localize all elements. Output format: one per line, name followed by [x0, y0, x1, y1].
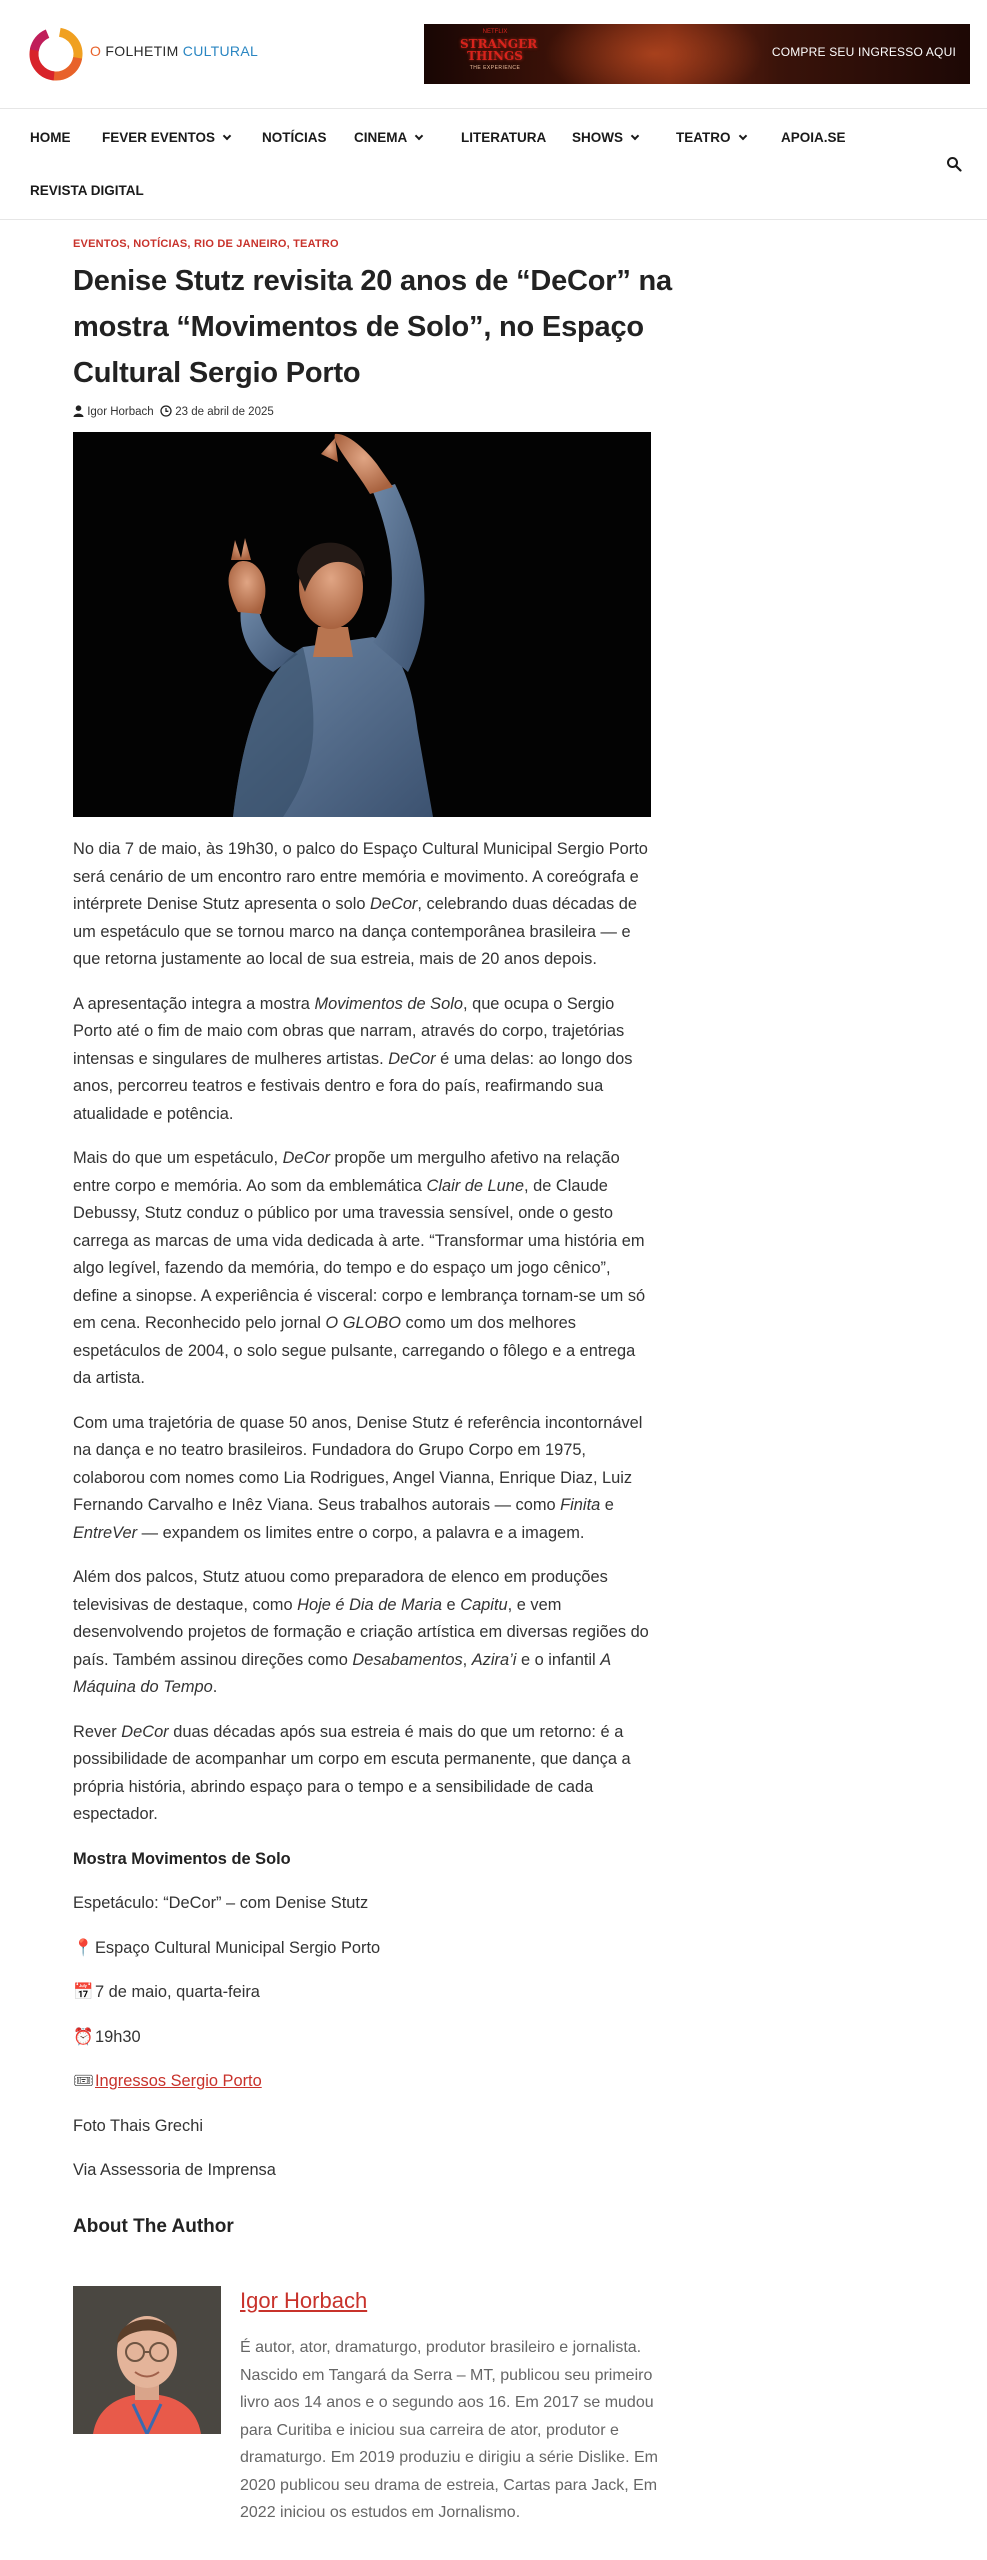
- nav-literatura[interactable]: LITERATURA: [461, 130, 547, 145]
- chevron-down-icon: [223, 132, 231, 140]
- author-name-link[interactable]: Igor Horbach: [240, 2288, 368, 2313]
- logo-cultural: CULTURAL: [182, 43, 259, 59]
- banner-title-line2: THINGS: [467, 49, 523, 63]
- search-icon[interactable]: [946, 156, 962, 172]
- nav-teatro[interactable]: [676, 130, 746, 145]
- info-time: ⏰19h30: [73, 2024, 653, 2052]
- paragraph-4: Com uma trajetória de quase 50 anos, Denise Stutz é referência incontornável na dança e no teatro brasileiros. Fundadora do Grupo Corpo em 1975, colaborou com nomes como Lia Rodrigues, Angel Vianna, Enrique Diaz, Luiz Fernando Carvalho e Inêz Viana. Seus trabalhos autorais — como Finita e EntreVer — expandem os limites entre o corpo, a palavra e a imagem.: [73, 1413, 643, 1542]
- article-title: Denise Stutz revisita 20 anos de “DeCor” na mostra “Movimentos de Solo”, no Espaço Cultural Sergio Porto: [73, 265, 672, 389]
- nav-apoiase[interactable]: APOIA.SE: [781, 130, 846, 145]
- nav-shows-label: SHOWS: [572, 130, 624, 145]
- nav-fever-eventos-label: FEVER EVENTOS: [102, 130, 216, 145]
- author-avatar[interactable]: [73, 2286, 221, 2434]
- main-nav: [0, 108, 987, 220]
- ticket-link[interactable]: Ingressos Sergio Porto: [95, 2072, 262, 2090]
- nav-shows[interactable]: [572, 130, 638, 145]
- info-date: 📅7 de maio, quarta-feira: [73, 1979, 653, 2007]
- nav-revista-digital[interactable]: REVISTA DIGITAL: [30, 183, 144, 198]
- photo-credit: Foto Thais Grechi: [73, 2116, 203, 2135]
- banner-brand: NETFLIX: [482, 29, 508, 35]
- logo-o: O: [90, 43, 102, 59]
- calendar-icon: 📅: [73, 1983, 94, 2001]
- chevron-down-icon: [415, 132, 423, 140]
- author-avatar-image: [73, 2286, 221, 2434]
- chevron-down-icon: [631, 132, 639, 140]
- alarm-clock-icon: ⏰: [73, 2027, 94, 2046]
- user-icon: [73, 405, 84, 417]
- dancer-photo: [73, 432, 651, 817]
- paragraph-3: Mais do que um espetáculo, DeCor propõe um mergulho afetivo na relação entre corpo e memória. Ao som da emblemática Clair de Lune, de Claude Debussy, Stutz conduz o público por uma travessia sensível, onde o gesto carrega as marcas de uma vida dedicada à arte. “Transformar uma história em algo legível, fazendo da memória, do tempo e do espaço um jogo cênico”, define a sinopse. A experiência é visceral: corpo e lembrança tornam-se um só em cena. Reconhecido pelo jornal O GLOBO como um dos melhores espetáculos de 2004, o solo segue pulsante, carregando o fôlego e a entrega da artista.: [73, 1149, 646, 1387]
- site-header: [0, 0, 987, 108]
- banner-glow: [544, 24, 764, 84]
- paragraph-2: A apresentação integra a mostra Movimentos de Solo, que ocupa o Sergio Porto até o fim de maio com obras que narram, através do corpo, trajetórias intensas e singulares de mulheres artistas. DeCor é uma delas: ao longo dos anos, percorreu teatros e festivais dentro e fora do país, reafirmando sua atualidade e potência.: [73, 994, 633, 1123]
- author-bio: É autor, ator, dramaturgo, produtor brasileiro e jornalista. Nascido em Tangará da Serra – MT, publicou seu primeiro livro aos 14 anos e o segundo aos 16. Em 2017 se mudou para Curitiba e iniciou sua carreira de ator, produtor e dramaturgo. Em 2019 produziu e dirigiu a série Dislike. Em 2020 publicou seu drama de estreia, Cartas para Jack, Em 2022 iniciou os estudos em Jornalismo.: [240, 2339, 658, 2521]
- article-body: [73, 836, 653, 2202]
- ticket-icon: 🎟: [73, 2072, 94, 2090]
- info-place: 📍Espaço Cultural Municipal Sergio Porto: [73, 1935, 653, 1963]
- paragraph-6: Rever DeCor duas décadas após sua estreia é mais do que um retorno: é a possibilidade de acompanhar um corpo em escuta permanente, que dança a própria história, abrindo espaço para o tempo e a sensibilidade de cada espectador.: [73, 1722, 631, 1823]
- banner-subtitle: THE EXPERIENCE: [469, 65, 521, 71]
- site-logo-icon[interactable]: [26, 24, 86, 84]
- article-author[interactable]: Igor Horbach: [87, 406, 154, 418]
- info-show: Espetáculo: “DeCor” – com Denise Stutz: [73, 1894, 369, 1912]
- info-title: Mostra Movimentos de Solo: [73, 1849, 291, 1868]
- pin-icon: 📍: [73, 1938, 94, 1957]
- paragraph-5: Além dos palcos, Stutz atuou como preparadora de elenco em produções televisivas de destaque, como Hoje é Dia de Maria e Capitu, e vem desenvolvendo projetos de formação e criação artística em diversas regiões do país. Também assinou direções como Desabamentos, Azira’i e o infantil A Máquina do Tempo.: [73, 1568, 649, 1696]
- nav-home[interactable]: HOME: [30, 130, 71, 145]
- nav-cinema[interactable]: [354, 130, 422, 145]
- paragraph-1: No dia 7 de maio, às 19h30, o palco do Espaço Cultural Municipal Sergio Porto será cenário de um encontro raro entre memória e movimento. A coreógrafa e intérprete Denise Stutz apresenta o solo DeCor, celebrando duas décadas de um espetáculo que se tornou marco na dança contemporânea brasileira — e que retorna justamente ao local de sua estreia, mais de 20 anos depois.: [73, 840, 648, 968]
- press-credit: Via Assessoria de Imprensa: [73, 2161, 276, 2179]
- article-categories[interactable]: EVENTOS, NOTÍCIAS, RIO DE JANEIRO, TEATRO: [73, 238, 339, 250]
- nav-teatro-label: TEATRO: [676, 130, 731, 145]
- banner-title-line1: STRANGER: [460, 37, 538, 51]
- article-hero-image: [73, 432, 651, 817]
- info-ticket: [73, 2068, 653, 2096]
- nav-fever-eventos[interactable]: [102, 130, 230, 145]
- site-logo-text[interactable]: [90, 43, 258, 59]
- about-author-heading: About The Author: [73, 2216, 234, 2237]
- nav-cinema-label: CINEMA: [354, 130, 408, 145]
- chevron-down-icon: [738, 132, 746, 140]
- clock-icon: [160, 405, 172, 417]
- nav-noticias[interactable]: NOTÍCIAS: [262, 130, 327, 145]
- banner-title: [460, 37, 538, 63]
- logo-main: FOLHETIM: [105, 43, 179, 59]
- article-meta: [73, 405, 274, 418]
- banner-cta[interactable]: COMPRE SEU INGRESSO AQUI: [771, 45, 956, 59]
- article-date[interactable]: 23 de abril de 2025: [175, 406, 274, 418]
- ad-banner[interactable]: [424, 24, 970, 84]
